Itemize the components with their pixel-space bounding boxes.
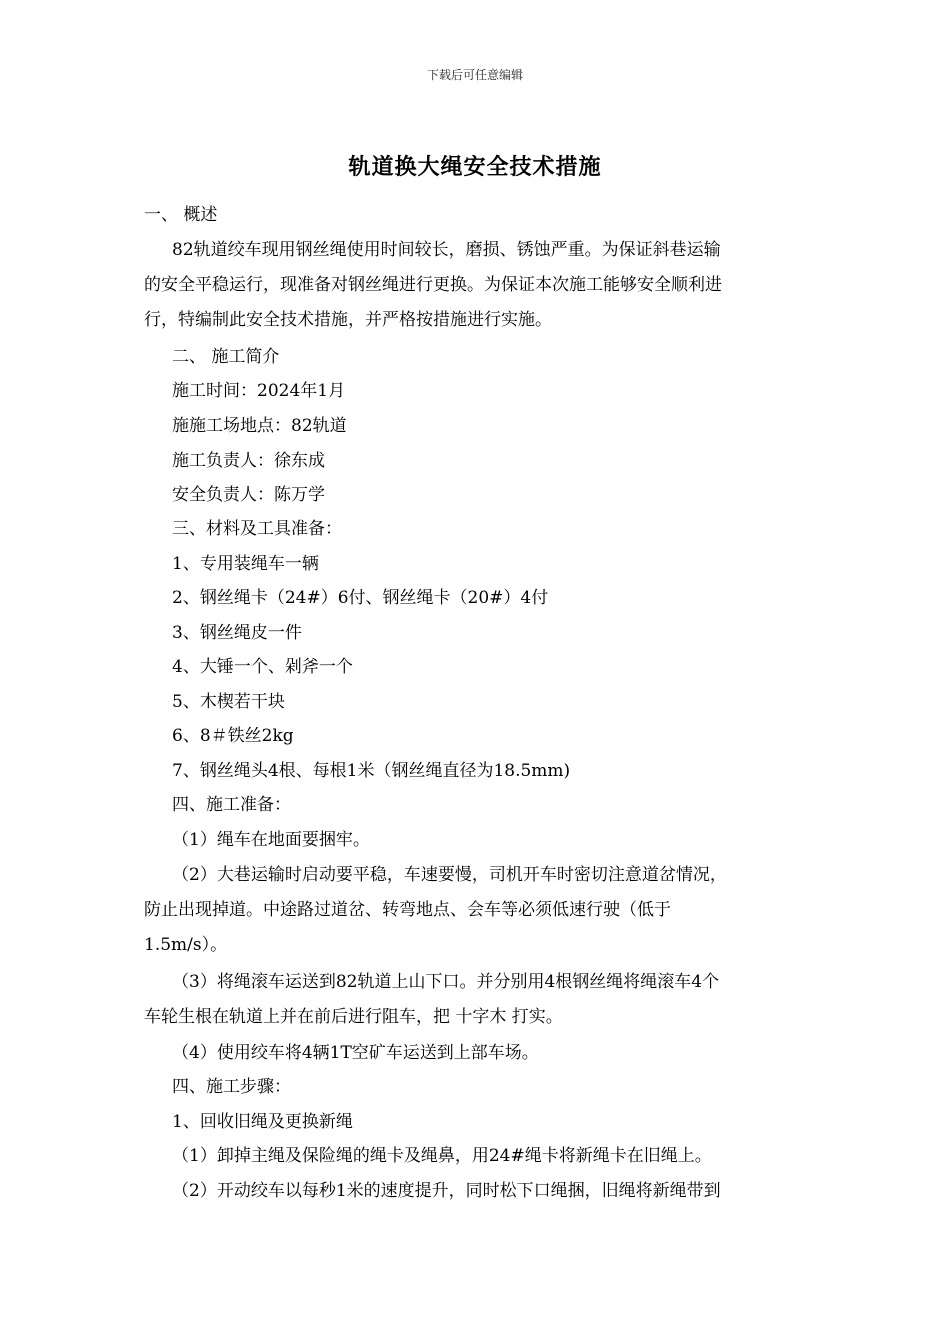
prep-item-1: （1）绳车在地面要捆牢。 bbox=[172, 830, 370, 850]
safety-leader: 安全负责人：陈万学 bbox=[172, 485, 325, 505]
section-heading-materials: 三、材料及工具准备： bbox=[172, 519, 342, 539]
material-item: 7、钢丝绳头4根、每根1米（钢丝绳直径为18.5mm) bbox=[172, 761, 571, 781]
step-1-item-1: （1）卸掉主绳及保险绳的绳卡及绳鼻，用24#绳卡将新绳卡在旧绳上。 bbox=[172, 1146, 712, 1166]
material-item: 4、大锤一个、剁斧一个 bbox=[172, 657, 353, 677]
overview-line-1: 82轨道绞车现用钢丝绳使用时间较长，磨损、锈蚀严重。为保证斜巷运输 bbox=[172, 240, 721, 260]
step-1-item-2: （2）开动绞车以每秒1米的速度提升，同时松下口绳捆，旧绳将新绳带到 bbox=[172, 1181, 721, 1201]
prep-item-3-line-1: （3）将绳滚车运送到82轨道上山下口。并分别用4根钢丝绳将绳滚车4个 bbox=[172, 972, 720, 992]
prep-item-2-line-3: 1.5m/s）。 bbox=[144, 935, 228, 955]
section-heading-steps: 四、施工步骤： bbox=[172, 1077, 291, 1097]
prep-item-2-line-1: （2）大巷运输时启动要平稳，车速要慢，司机开车时密切注意道岔情况， bbox=[172, 865, 727, 885]
prep-item-3-line-2: 车轮生根在轨道上并在前后进行阻车，把 十字木 打实。 bbox=[144, 1007, 563, 1027]
material-item: 3、钢丝绳皮一件 bbox=[172, 623, 302, 643]
document-title: 轨道换大绳安全技术措施 bbox=[348, 154, 602, 180]
step-1-heading: 1、回收旧绳及更换新绳 bbox=[172, 1112, 353, 1132]
section-heading-overview: 一、 概述 bbox=[144, 205, 218, 225]
prep-item-2-line-2: 防止出现掉道。中途路过道岔、转弯地点、会车等必须低速行驶（低于 bbox=[144, 900, 671, 920]
section-heading-intro: 二、 施工简介 bbox=[172, 347, 280, 367]
material-item: 5、木楔若干块 bbox=[172, 692, 285, 712]
page-header: 下载后可任意编辑 bbox=[426, 68, 523, 82]
material-item: 2、钢丝绳卡（24#）6付、钢丝绳卡（20#）4付 bbox=[172, 588, 549, 608]
construction-leader: 施工负责人：徐东成 bbox=[172, 451, 325, 471]
material-item: 1、专用装绳车一辆 bbox=[172, 554, 319, 574]
overview-line-2: 的安全平稳运行，现准备对钢丝绳进行更换。为保证本次施工能够安全顺利进 bbox=[144, 275, 722, 295]
section-heading-preparation: 四、施工准备： bbox=[172, 795, 291, 815]
construction-place: 施施工场地点：82轨道 bbox=[172, 416, 347, 436]
overview-line-3: 行，特编制此安全技术措施，并严格按措施进行实施。 bbox=[144, 310, 552, 330]
material-item: 6、8＃铁丝2kg bbox=[172, 726, 294, 746]
prep-item-4: （4）使用绞车将4辆1T空矿车运送到上部车场。 bbox=[172, 1043, 539, 1063]
construction-time: 施工时间：2024年1月 bbox=[172, 381, 346, 401]
